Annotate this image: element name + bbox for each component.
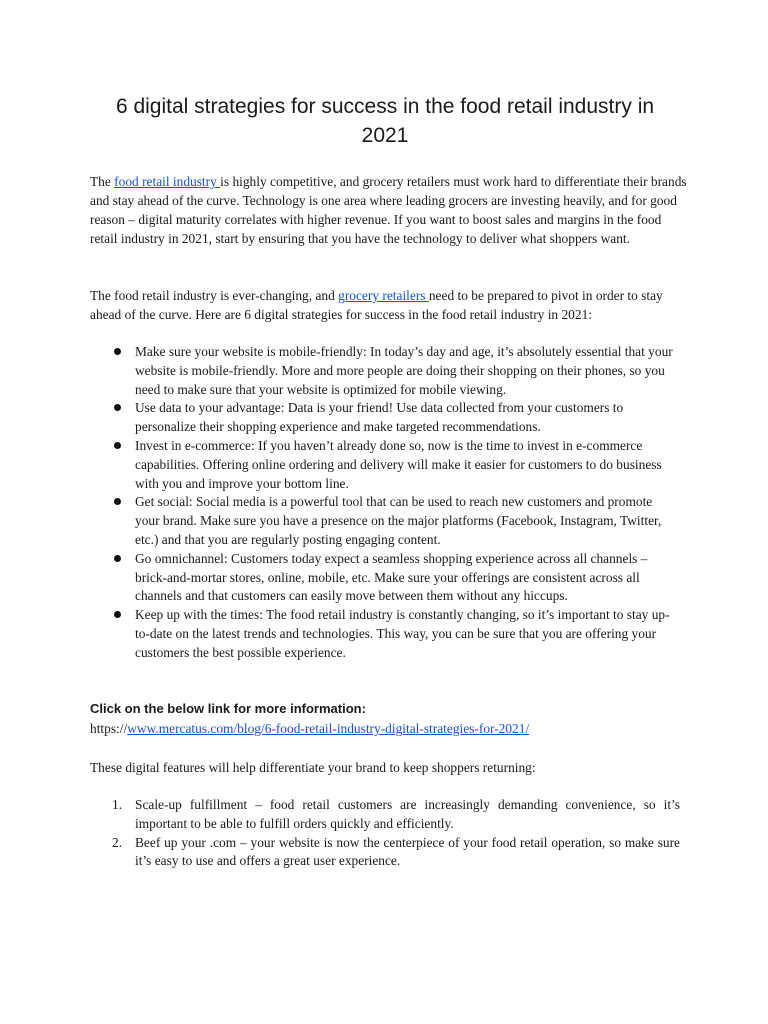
intro-text-after: is highly competitive, and grocery retailers must work hard to differentiate their brands and stay ahead of the curve. Technology is one area where leading grocers are investing heavily, and for good reason – digital maturity correlates with higher revenue. If you want to boost sales and margins in the food retail industry in 2021, start by ensuring that you have the technology to deliver what shoppers want. bbox=[90, 174, 687, 246]
bullet-icon bbox=[114, 611, 121, 618]
bullet-icon bbox=[114, 404, 121, 411]
more-info-heading: Click on the below link for more information: bbox=[90, 701, 366, 716]
bullet-icon bbox=[114, 498, 121, 505]
bullet-icon bbox=[114, 555, 121, 562]
food-retail-industry-link[interactable]: food retail industry bbox=[114, 174, 221, 189]
list-item bbox=[110, 399, 680, 437]
mercatus-blog-link[interactable]: www.mercatus.com/blog/6-food-retail-industry-digital-strategies-for-2021/ bbox=[127, 721, 530, 736]
strategy-text: Keep up with the times: The food retail industry is constantly changing, so it’s important to stay up-to-date on the latest trends and technologies. This way, you can be sure that you are offering your customers the best possible experience. bbox=[135, 607, 670, 660]
features-list bbox=[110, 796, 680, 871]
bullet-icon bbox=[114, 348, 121, 355]
second-paragraph bbox=[90, 286, 690, 324]
page-title: 6 digital strategies for success in the food retail industry in 2021 bbox=[115, 95, 655, 147]
feature-text: Beef up your .com – your website is now the centerpiece of your food retail operation, so make sure it’s easy to use and offers a great user experience. bbox=[135, 834, 680, 869]
list-number: 1. bbox=[112, 797, 123, 812]
feature-text: Scale-up fulfillment – food retail customers are increasingly demanding convenience, so it’s important to be able to fulfill orders quickly and efficiently. bbox=[135, 797, 680, 831]
strategy-text: Get social: Social media is a powerful tool that can be used to reach new customers and promote your brand. Make sure you have a presence on the major platforms (Facebook, Instagram, Twitter, etc.) and that you are regularly posting engaging content. bbox=[135, 494, 662, 547]
strategy-text: Go omnichannel: Customers today expect a seamless shopping experience across all channels – brick-and-mortar stores, online, mobile, etc. Make sure your offerings are consistent across all channels and that customers can easily move between them without any hiccups. bbox=[135, 550, 648, 604]
strategy-text: Invest in e-commerce: If you haven’t already done so, now is the time to invest in e-commerce capabilities. Offering online ordering and delivery will make it easier for customers to do business with you and improve your bottom line. bbox=[135, 437, 662, 491]
intro-text-before: The bbox=[90, 174, 115, 189]
grocery-retailers-link[interactable]: grocery retailers bbox=[338, 288, 429, 303]
list-item bbox=[110, 493, 680, 549]
list-number: 2. bbox=[112, 834, 123, 850]
list-item bbox=[110, 796, 680, 834]
second-text-before: The food retail industry is ever-changing, and bbox=[90, 288, 339, 303]
list-item bbox=[110, 343, 680, 399]
url-prefix: https:// bbox=[90, 721, 128, 736]
list-item bbox=[110, 550, 680, 606]
features-intro: These digital features will help differentiate your brand to keep shoppers returning: bbox=[90, 760, 536, 775]
source-url-line bbox=[90, 720, 529, 738]
list-item bbox=[110, 437, 680, 493]
bullet-icon bbox=[114, 442, 121, 449]
second-text-after: need to be prepared to pivot in order to stay ahead of the curve. Here are 6 digital strategies for success in the food retail industry in 2021: bbox=[90, 288, 663, 322]
strategies-list bbox=[110, 343, 680, 663]
strategy-text: Use data to your advantage: Data is your friend! Use data collected from your customers to personalize their shopping experience and make targeted recommendations. bbox=[135, 400, 624, 435]
list-item bbox=[110, 834, 680, 872]
list-item bbox=[110, 606, 680, 662]
intro-paragraph bbox=[90, 172, 690, 248]
strategy-text: Make sure your website is mobile-friendly: In today’s day and age, it’s absolutely essential that your website is mobile-friendly. More and more people are doing their shopping on their phones, so you need to make sure that your website is optimized for mobile viewing. bbox=[135, 344, 673, 397]
